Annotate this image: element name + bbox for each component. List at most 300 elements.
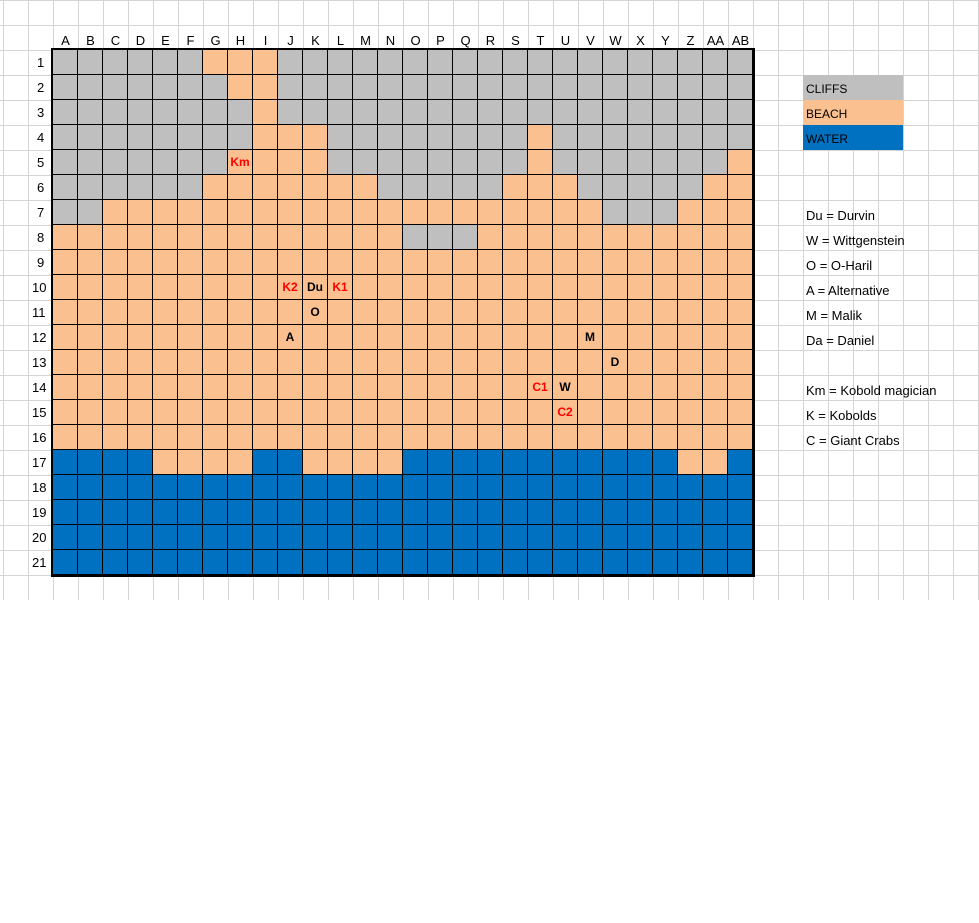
column-header-v[interactable]: V [586, 33, 595, 48]
cell-f4-cliffs[interactable] [178, 125, 203, 150]
cell-n1-cliffs[interactable] [378, 50, 403, 75]
cell-y16-beach[interactable] [653, 425, 678, 450]
cell-n3-cliffs[interactable] [378, 100, 403, 125]
cell-f1-cliffs[interactable] [178, 50, 203, 75]
cell-f9-beach[interactable] [178, 250, 203, 275]
cell-f10-beach[interactable] [178, 275, 203, 300]
cell-aa10-beach[interactable] [703, 275, 728, 300]
cell-l3-cliffs[interactable] [328, 100, 353, 125]
cell-g12-beach[interactable] [203, 325, 228, 350]
cell-n18-water[interactable] [378, 475, 403, 500]
column-header-p[interactable]: P [436, 33, 445, 48]
cell-u5-cliffs[interactable] [553, 150, 578, 175]
cell-y21-water[interactable] [653, 550, 678, 575]
cell-v20-water[interactable] [578, 525, 603, 550]
row-header-4[interactable]: 4 [37, 130, 45, 145]
cell-k5-beach[interactable] [303, 150, 328, 175]
cell-j19-water[interactable] [278, 500, 303, 525]
column-header-z[interactable]: Z [686, 33, 695, 48]
cell-f17-beach[interactable] [178, 450, 203, 475]
cell-x12-beach[interactable] [628, 325, 653, 350]
row-header-19[interactable]: 19 [32, 505, 47, 520]
cell-r21-water[interactable] [478, 550, 503, 575]
cell-w8-beach[interactable] [603, 225, 628, 250]
cell-h21-water[interactable] [228, 550, 253, 575]
cell-w4-cliffs[interactable] [603, 125, 628, 150]
cell-u21-water[interactable] [553, 550, 578, 575]
cell-z16-beach[interactable] [678, 425, 703, 450]
cell-c20-water[interactable] [103, 525, 128, 550]
cell-o1-cliffs[interactable] [403, 50, 428, 75]
cell-t14-beach[interactable] [528, 375, 553, 400]
cell-d1-cliffs[interactable] [128, 50, 153, 75]
cell-l12-beach[interactable] [328, 325, 353, 350]
cell-i21-water[interactable] [253, 550, 278, 575]
cell-f18-water[interactable] [178, 475, 203, 500]
cell-aa1-cliffs[interactable] [703, 50, 728, 75]
cell-i10-beach[interactable] [253, 275, 278, 300]
cell-l18-water[interactable] [328, 475, 353, 500]
cell-q6-cliffs[interactable] [453, 175, 478, 200]
cell-aa5-cliffs[interactable] [703, 150, 728, 175]
cell-h3-cliffs[interactable] [228, 100, 253, 125]
cell-f8-beach[interactable] [178, 225, 203, 250]
cell-x10-beach[interactable] [628, 275, 653, 300]
cell-d7-beach[interactable] [128, 200, 153, 225]
cell-x15-beach[interactable] [628, 400, 653, 425]
cell-ab5-beach[interactable] [728, 150, 753, 175]
cell-w2-cliffs[interactable] [603, 75, 628, 100]
cell-e3-cliffs[interactable] [153, 100, 178, 125]
cell-d6-cliffs[interactable] [128, 175, 153, 200]
cell-u12-beach[interactable] [553, 325, 578, 350]
cell-p3-cliffs[interactable] [428, 100, 453, 125]
cell-m20-water[interactable] [353, 525, 378, 550]
cell-i5-beach[interactable] [253, 150, 278, 175]
cell-l16-beach[interactable] [328, 425, 353, 450]
cell-v4-cliffs[interactable] [578, 125, 603, 150]
cell-k19-water[interactable] [303, 500, 328, 525]
cell-d10-beach[interactable] [128, 275, 153, 300]
cell-r7-beach[interactable] [478, 200, 503, 225]
cell-r4-cliffs[interactable] [478, 125, 503, 150]
cell-m3-cliffs[interactable] [353, 100, 378, 125]
cell-z11-beach[interactable] [678, 300, 703, 325]
cell-h20-water[interactable] [228, 525, 253, 550]
cell-g16-beach[interactable] [203, 425, 228, 450]
cell-y14-beach[interactable] [653, 375, 678, 400]
cell-s3-cliffs[interactable] [503, 100, 528, 125]
cell-i12-beach[interactable] [253, 325, 278, 350]
cell-r2-cliffs[interactable] [478, 75, 503, 100]
cell-v18-water[interactable] [578, 475, 603, 500]
cell-z20-water[interactable] [678, 525, 703, 550]
cell-v2-cliffs[interactable] [578, 75, 603, 100]
cell-o20-water[interactable] [403, 525, 428, 550]
cell-n21-water[interactable] [378, 550, 403, 575]
cell-d15-beach[interactable] [128, 400, 153, 425]
cell-y15-beach[interactable] [653, 400, 678, 425]
cell-z9-beach[interactable] [678, 250, 703, 275]
cell-e13-beach[interactable] [153, 350, 178, 375]
cell-j10-beach[interactable] [278, 275, 303, 300]
cell-s15-beach[interactable] [503, 400, 528, 425]
cell-r9-beach[interactable] [478, 250, 503, 275]
cell-y5-cliffs[interactable] [653, 150, 678, 175]
cell-e14-beach[interactable] [153, 375, 178, 400]
cell-ab21-water[interactable] [728, 550, 753, 575]
cell-z17-beach[interactable] [678, 450, 703, 475]
cell-z8-beach[interactable] [678, 225, 703, 250]
cell-i17-water[interactable] [253, 450, 278, 475]
cell-j1-cliffs[interactable] [278, 50, 303, 75]
cell-j14-beach[interactable] [278, 375, 303, 400]
cell-s10-beach[interactable] [503, 275, 528, 300]
cell-r6-cliffs[interactable] [478, 175, 503, 200]
cell-ab19-water[interactable] [728, 500, 753, 525]
row-header-14[interactable]: 14 [32, 380, 47, 395]
cell-q8-cliffs[interactable] [453, 225, 478, 250]
cell-x8-beach[interactable] [628, 225, 653, 250]
cell-y6-cliffs[interactable] [653, 175, 678, 200]
column-header-i[interactable]: I [263, 33, 268, 48]
cell-h5-beach[interactable] [228, 150, 253, 175]
cell-h18-water[interactable] [228, 475, 253, 500]
cell-m10-beach[interactable] [353, 275, 378, 300]
cell-e21-water[interactable] [153, 550, 178, 575]
cell-b13-beach[interactable] [78, 350, 103, 375]
cell-p18-water[interactable] [428, 475, 453, 500]
cell-aa17-beach[interactable] [703, 450, 728, 475]
cell-aa9-beach[interactable] [703, 250, 728, 275]
cell-b17-water[interactable] [78, 450, 103, 475]
cell-p6-cliffs[interactable] [428, 175, 453, 200]
cell-d16-beach[interactable] [128, 425, 153, 450]
cell-j3-cliffs[interactable] [278, 100, 303, 125]
cell-o14-beach[interactable] [403, 375, 428, 400]
cell-o21-water[interactable] [403, 550, 428, 575]
cell-h17-beach[interactable] [228, 450, 253, 475]
cell-f21-water[interactable] [178, 550, 203, 575]
cell-b1-cliffs[interactable] [78, 50, 103, 75]
cell-w11-beach[interactable] [603, 300, 628, 325]
cell-t18-water[interactable] [528, 475, 553, 500]
cell-h8-beach[interactable] [228, 225, 253, 250]
cell-j15-beach[interactable] [278, 400, 303, 425]
cell-k8-beach[interactable] [303, 225, 328, 250]
cell-k21-water[interactable] [303, 550, 328, 575]
cell-aa7-beach[interactable] [703, 200, 728, 225]
cell-aa11-beach[interactable] [703, 300, 728, 325]
cell-b15-beach[interactable] [78, 400, 103, 425]
cell-c15-beach[interactable] [103, 400, 128, 425]
cell-e10-beach[interactable] [153, 275, 178, 300]
cell-u16-beach[interactable] [553, 425, 578, 450]
cell-e7-beach[interactable] [153, 200, 178, 225]
cell-r17-water[interactable] [478, 450, 503, 475]
column-header-h[interactable]: H [235, 33, 246, 48]
cell-p20-water[interactable] [428, 525, 453, 550]
cell-t7-beach[interactable] [528, 200, 553, 225]
cell-b5-cliffs[interactable] [78, 150, 103, 175]
cell-k16-beach[interactable] [303, 425, 328, 450]
cell-i14-beach[interactable] [253, 375, 278, 400]
cell-s6-beach[interactable] [503, 175, 528, 200]
cell-b4-cliffs[interactable] [78, 125, 103, 150]
column-header-w[interactable]: W [609, 33, 622, 48]
cell-n15-beach[interactable] [378, 400, 403, 425]
cell-w7-cliffs[interactable] [603, 200, 628, 225]
cell-p8-cliffs[interactable] [428, 225, 453, 250]
cell-q11-beach[interactable] [453, 300, 478, 325]
cell-i1-beach[interactable] [253, 50, 278, 75]
cell-o7-beach[interactable] [403, 200, 428, 225]
cell-l19-water[interactable] [328, 500, 353, 525]
cell-c3-cliffs[interactable] [103, 100, 128, 125]
cell-n16-beach[interactable] [378, 425, 403, 450]
column-header-k[interactable]: K [311, 33, 320, 48]
cell-p7-beach[interactable] [428, 200, 453, 225]
cell-j13-beach[interactable] [278, 350, 303, 375]
cell-m12-beach[interactable] [353, 325, 378, 350]
cell-v17-water[interactable] [578, 450, 603, 475]
cell-h16-beach[interactable] [228, 425, 253, 450]
cell-q14-beach[interactable] [453, 375, 478, 400]
cell-m13-beach[interactable] [353, 350, 378, 375]
cell-c11-beach[interactable] [103, 300, 128, 325]
cell-f2-cliffs[interactable] [178, 75, 203, 100]
cell-ab9-beach[interactable] [728, 250, 753, 275]
cell-l13-beach[interactable] [328, 350, 353, 375]
cell-f5-cliffs[interactable] [178, 150, 203, 175]
cell-s12-beach[interactable] [503, 325, 528, 350]
cell-f6-cliffs[interactable] [178, 175, 203, 200]
cell-d2-cliffs[interactable] [128, 75, 153, 100]
cell-v9-beach[interactable] [578, 250, 603, 275]
cell-x9-beach[interactable] [628, 250, 653, 275]
cell-f11-beach[interactable] [178, 300, 203, 325]
cell-l8-beach[interactable] [328, 225, 353, 250]
column-header-e[interactable]: E [161, 33, 170, 48]
cell-ab2-cliffs[interactable] [728, 75, 753, 100]
cell-v11-beach[interactable] [578, 300, 603, 325]
column-header-ab[interactable]: AB [731, 33, 750, 48]
cell-s16-beach[interactable] [503, 425, 528, 450]
cell-t17-water[interactable] [528, 450, 553, 475]
cell-x13-beach[interactable] [628, 350, 653, 375]
cell-ab12-beach[interactable] [728, 325, 753, 350]
cell-m17-beach[interactable] [353, 450, 378, 475]
cell-s11-beach[interactable] [503, 300, 528, 325]
cell-f14-beach[interactable] [178, 375, 203, 400]
cell-y12-beach[interactable] [653, 325, 678, 350]
cell-v1-cliffs[interactable] [578, 50, 603, 75]
cell-l6-beach[interactable] [328, 175, 353, 200]
cell-t3-cliffs[interactable] [528, 100, 553, 125]
cell-n20-water[interactable] [378, 525, 403, 550]
cell-ab1-cliffs[interactable] [728, 50, 753, 75]
cell-o8-cliffs[interactable] [403, 225, 428, 250]
cell-o6-cliffs[interactable] [403, 175, 428, 200]
cell-w18-water[interactable] [603, 475, 628, 500]
cell-k10-beach[interactable] [303, 275, 328, 300]
cell-u7-beach[interactable] [553, 200, 578, 225]
cell-n7-beach[interactable] [378, 200, 403, 225]
cell-ab13-beach[interactable] [728, 350, 753, 375]
cell-k6-beach[interactable] [303, 175, 328, 200]
cell-z6-cliffs[interactable] [678, 175, 703, 200]
cell-n6-cliffs[interactable] [378, 175, 403, 200]
cell-b19-water[interactable] [78, 500, 103, 525]
cell-v7-beach[interactable] [578, 200, 603, 225]
cell-t8-beach[interactable] [528, 225, 553, 250]
column-header-t[interactable]: T [536, 33, 545, 48]
cell-x3-cliffs[interactable] [628, 100, 653, 125]
cell-d9-beach[interactable] [128, 250, 153, 275]
cell-i15-beach[interactable] [253, 400, 278, 425]
cell-g19-water[interactable] [203, 500, 228, 525]
cell-z13-beach[interactable] [678, 350, 703, 375]
cell-n13-beach[interactable] [378, 350, 403, 375]
cell-r18-water[interactable] [478, 475, 503, 500]
cell-e18-water[interactable] [153, 475, 178, 500]
row-header-20[interactable]: 20 [32, 530, 47, 545]
cell-d8-beach[interactable] [128, 225, 153, 250]
cell-k17-beach[interactable] [303, 450, 328, 475]
cell-u14-beach[interactable] [553, 375, 578, 400]
cell-p4-cliffs[interactable] [428, 125, 453, 150]
cell-ab7-beach[interactable] [728, 200, 753, 225]
cell-g10-beach[interactable] [203, 275, 228, 300]
cell-q4-cliffs[interactable] [453, 125, 478, 150]
cell-m6-beach[interactable] [353, 175, 378, 200]
cell-r14-beach[interactable] [478, 375, 503, 400]
cell-aa14-beach[interactable] [703, 375, 728, 400]
cell-d13-beach[interactable] [128, 350, 153, 375]
cell-y4-cliffs[interactable] [653, 125, 678, 150]
row-header-18[interactable]: 18 [32, 480, 47, 495]
cell-v16-beach[interactable] [578, 425, 603, 450]
cell-e8-beach[interactable] [153, 225, 178, 250]
cell-n17-beach[interactable] [378, 450, 403, 475]
cell-z19-water[interactable] [678, 500, 703, 525]
cell-o9-beach[interactable] [403, 250, 428, 275]
cell-q15-beach[interactable] [453, 400, 478, 425]
cell-s13-beach[interactable] [503, 350, 528, 375]
cell-b8-beach[interactable] [78, 225, 103, 250]
cell-h19-water[interactable] [228, 500, 253, 525]
cell-t12-beach[interactable] [528, 325, 553, 350]
cell-q7-beach[interactable] [453, 200, 478, 225]
cell-e12-beach[interactable] [153, 325, 178, 350]
cell-t1-cliffs[interactable] [528, 50, 553, 75]
cell-e2-cliffs[interactable] [153, 75, 178, 100]
cell-ab16-beach[interactable] [728, 425, 753, 450]
cell-j16-beach[interactable] [278, 425, 303, 450]
cell-m18-water[interactable] [353, 475, 378, 500]
cell-q21-water[interactable] [453, 550, 478, 575]
cell-b20-water[interactable] [78, 525, 103, 550]
cell-t6-beach[interactable] [528, 175, 553, 200]
cell-q19-water[interactable] [453, 500, 478, 525]
cell-ab10-beach[interactable] [728, 275, 753, 300]
cell-m5-cliffs[interactable] [353, 150, 378, 175]
column-header-b[interactable]: B [86, 33, 95, 48]
cell-ab14-beach[interactable] [728, 375, 753, 400]
cell-g20-water[interactable] [203, 525, 228, 550]
cell-v21-water[interactable] [578, 550, 603, 575]
cell-aa18-water[interactable] [703, 475, 728, 500]
cell-s2-cliffs[interactable] [503, 75, 528, 100]
cell-x4-cliffs[interactable] [628, 125, 653, 150]
cell-w3-cliffs[interactable] [603, 100, 628, 125]
row-header-10[interactable]: 10 [32, 280, 47, 295]
cell-n11-beach[interactable] [378, 300, 403, 325]
cell-i16-beach[interactable] [253, 425, 278, 450]
cell-j18-water[interactable] [278, 475, 303, 500]
cell-v12-beach[interactable] [578, 325, 603, 350]
cell-w5-cliffs[interactable] [603, 150, 628, 175]
cell-z1-cliffs[interactable] [678, 50, 703, 75]
cell-t21-water[interactable] [528, 550, 553, 575]
cell-z2-cliffs[interactable] [678, 75, 703, 100]
cell-f20-water[interactable] [178, 525, 203, 550]
cell-i20-water[interactable] [253, 525, 278, 550]
cell-q1-cliffs[interactable] [453, 50, 478, 75]
cell-n19-water[interactable] [378, 500, 403, 525]
cell-y10-beach[interactable] [653, 275, 678, 300]
cell-m8-beach[interactable] [353, 225, 378, 250]
cell-y19-water[interactable] [653, 500, 678, 525]
cell-i6-beach[interactable] [253, 175, 278, 200]
cell-c17-water[interactable] [103, 450, 128, 475]
cell-t2-cliffs[interactable] [528, 75, 553, 100]
cell-r15-beach[interactable] [478, 400, 503, 425]
cell-y11-beach[interactable] [653, 300, 678, 325]
column-header-y[interactable]: Y [661, 33, 670, 48]
cell-u19-water[interactable] [553, 500, 578, 525]
cell-p5-cliffs[interactable] [428, 150, 453, 175]
cell-c8-beach[interactable] [103, 225, 128, 250]
cell-i13-beach[interactable] [253, 350, 278, 375]
cell-r19-water[interactable] [478, 500, 503, 525]
cell-ab8-beach[interactable] [728, 225, 753, 250]
cell-t19-water[interactable] [528, 500, 553, 525]
cell-c18-water[interactable] [103, 475, 128, 500]
cell-t4-beach[interactable] [528, 125, 553, 150]
cell-w21-water[interactable] [603, 550, 628, 575]
cell-r20-water[interactable] [478, 525, 503, 550]
cell-aa12-beach[interactable] [703, 325, 728, 350]
row-header-5[interactable]: 5 [37, 155, 45, 170]
cell-z18-water[interactable] [678, 475, 703, 500]
cell-u11-beach[interactable] [553, 300, 578, 325]
cell-x6-cliffs[interactable] [628, 175, 653, 200]
cell-k15-beach[interactable] [303, 400, 328, 425]
cell-b7-cliffs[interactable] [78, 200, 103, 225]
cell-n12-beach[interactable] [378, 325, 403, 350]
cell-e1-cliffs[interactable] [153, 50, 178, 75]
cell-u4-cliffs[interactable] [553, 125, 578, 150]
column-header-c[interactable]: C [110, 33, 121, 48]
cell-o10-beach[interactable] [403, 275, 428, 300]
cell-v10-beach[interactable] [578, 275, 603, 300]
cell-ab11-beach[interactable] [728, 300, 753, 325]
cell-ab3-cliffs[interactable] [728, 100, 753, 125]
cell-k1-cliffs[interactable] [303, 50, 328, 75]
cell-k18-water[interactable] [303, 475, 328, 500]
cell-l2-cliffs[interactable] [328, 75, 353, 100]
